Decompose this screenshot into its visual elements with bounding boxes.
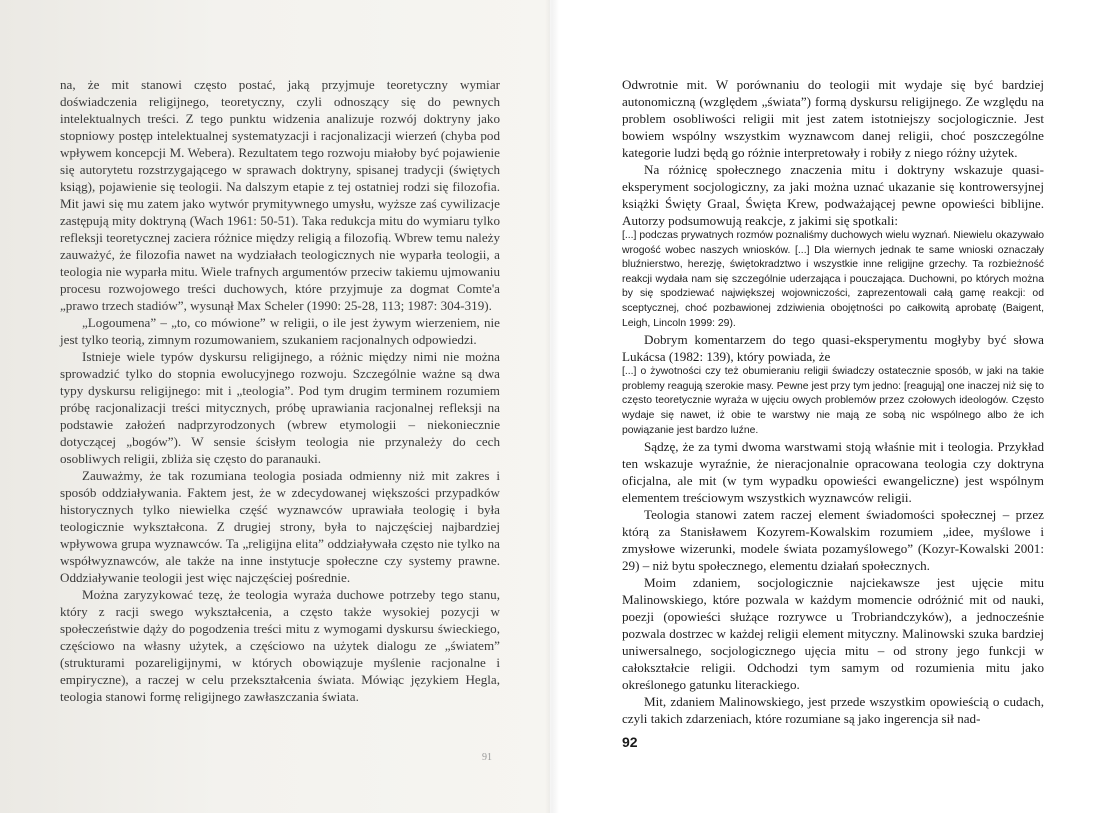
block-quote-1: [...] podczas prywatnych rozmów poznaliśmy duchowych wielu wyznań. Niewielu okazywało wrogość wobec naszych wniosków. [...] Dla wiernych jednak te same wnioski oznaczały bluźnierstwo, herezję, świętokradztwo i wszystkie inne religijne grzechy. Ta rozbieżność reakcji wydała nam się szczególnie uderzająca i pouczająca. Duchowni, po których można by się spodziewać największej wojowniczości, zaprezentowali całą gamę reakcji: od sceptycznej, choć pozbawionej zdziwienia obojętności po całkowitą aprobatę (Baigent, Leigh, Lincoln 1999: 29).	[622, 230, 1044, 329]
left-page-text	[60, 76, 500, 705]
right-page-number: 92	[622, 734, 638, 750]
left-paragraph-4: Zauważmy, że tak rozumiana teologia posiada odmienny niż mit zakres i sposób oddziaływania. Faktem jest, że w zdecydowanej większości przypadków historycznych tylko niewielka część wyznawców uprawiała teologię i była teologicznie wykształcona. Z drugiej strony, była to najczęściej najbardziej wpływowa grupa wyznawców. Ta „religijna elita” oddziaływała często nie tylko na współwyznawców, ale także na inne instytucje społeczne czy systemy prawne. Oddziaływanie teologii jest więc najczęściej pośrednie.	[60, 468, 500, 585]
right-paragraph-5: Teologia stanowi zatem raczej element świadomości społecznej – przez którą za Stanisławem Kozyrem-Kowalskim rozumiem „idee, myślowe i zmysłowe wizerunki, modele świata pozamyślowego” (Kozyr-Kowalski 2001: 29) – niż bytu społecznego, elementu działań społecznych.	[622, 507, 1044, 574]
left-paragraph-5: Można zaryzykować tezę, że teologia wyraża duchowe potrzeby tego stanu, który z racji swego wykształcenia, a często także wysokiej pozycji w społeczeństwie dąży do pogodzenia treści mitu z wymogami dyskursu świeckiego, częściowo na własny użytek, a częściowo na użytek dialogu ze „światem” (strukturami pozareligijnymi, w których obowiązuje myślenie racjonalne i empiryczne), a raczej w celu przekształcenia świata. Mówiąc językiem Hegla, teologia stanowi formę religijnego zawłaszczania świata.	[60, 587, 500, 704]
left-paragraph-3: Istnieje wiele typów dyskursu religijnego, a różnic między nimi nie można sprowadzić tylko do stopnia ewolucyjnego rozwoju. Szczególnie ważne są dwa typy dyskursu religijnego: mit i „teologia”. Pod tym drugim terminem rozumiem próbę racjonalizacji treści mitycznych, próbę uprawiania racjonalnej refleksji na podstawie założeń nadprzyrodzonych (wbrew etymologii – niekoniecznie dotyczącej „bogów”). W sensie ścisłym teologia nie przynależy do cech osobliwych religii, zbliża się często do paranauki.	[60, 349, 500, 466]
book-gutter	[545, 0, 559, 813]
left-paragraph-1: na, że mit stanowi często postać, jaką przyjmuje teoretyczny wymiar doświadczenia religijnego, teoretyczny, czyli odnoszący się do pewnych intelektualnych treści. Z tego punktu widzenia analizuje rozwój doktryny jako stopniowy postęp intelektualnej systematyzacji i racjonalizacji wierzeń (chyba pod wpływem koncepcji M. Webera). Rezultatem tego rozwoju miałoby być pojawienie się autorytetu rozstrzygającego w sprawach doktryny, spisanej tradycji (świętych ksiąg), pojawienie się teologii. Na dalszym etapie z tej ostatniej rodzi się filozofia. Mit jawi się mu zatem jako wytwór prymitywnego umysłu, wyższe zaś cywilizacje zastępują mity doktryną (Wach 1961: 50-51). Taka redukcja mitu do wymiaru tylko refleksji teoretycznej zaciera różnice między religią a filozofią. Wbrew temu należy zauważyć, że filozofia nawet na wydziałach teologicznych nie wyparła teologii, a teologia nie wyparła mitu. Wiele trafnych argumentów przeciw takiemu ujmowaniu procesu rozwojowego treści duchowych, które przyjmuje za dogmat Comte'a „prawo trzech stadiów”, wysunął Max Scheler (1990: 25-28, 113; 1987: 304-319).	[60, 77, 500, 313]
right-paragraph-1: Odwrotnie mit. W porównaniu do teologii mit wydaje się być bardziej autonomiczną (względem „świata”) formą dyskursu religijnego. Ze względu na problem osobliwości religii mit jest zatem istotniejszy socjologicznie. Jest bowiem wspólny wszystkim wyznawcom danej religii, choć poszczególne kategorie ludzi będą go różnie interpretowały i robiły z niego różny użytek.	[622, 77, 1044, 160]
block-quote-2: [...] o żywotności czy też obumieraniu religii świadczy ostatecznie sposób, w jaki na takie problemy reagują szerokie masy. Pewne jest przy tym jedno: [reagują] one inaczej niż się to często teoretycznie wyraża w ujęciu owych problemów przez czołowych ideologów. Często wydaje się nawet, iż obie te warstwy nie mają ze sobą nic wspólnego albo że ich powiązanie jest bardzo luźne.	[622, 366, 1044, 436]
right-paragraph-4: Sądzę, że za tymi dwoma warstwami stoją właśnie mit i teologia. Przykład ten wskazuje wyraźnie, że nieracjonalnie opracowana teologia czy doktryna oficjalna, ale mit (w tym wypadku opowieści ewangeliczne) jest wspólnym elementem treściowym wszystkich wyznawców religii.	[622, 439, 1044, 506]
left-page-number: 91	[482, 752, 492, 763]
right-page-text	[622, 76, 1044, 727]
right-paragraph-7: Mit, zdaniem Malinowskiego, jest przede wszystkim opowieścią o cudach, czyli takich zdarzeniach, które rozumiane są jako ingerencja sił nad-	[622, 694, 1044, 727]
right-paragraph-2: Na różnicę społecznego znaczenia mitu i doktryny wskazuje quasi-eksperyment socjologiczny, za jaki można uznać ukazanie się kontrowersyjnej książki Święty Graal, Święta Krew, podważającej pewne opowieści biblijne. Autorzy podsumowują reakcje, z jakimi się spotkali:	[622, 162, 1044, 228]
right-paragraph-6: Moim zdaniem, socjologicznie najciekawsze jest ujęcie mitu Malinowskiego, które pozwala w każdym momencie odróżnić mit od nauki, poezji (opowieści służące rozrywce u Trobriandczyków), a jednocześnie pozwala dostrzec w każdej religii element mityczny. Malinowski szuka bardziej uniwersalnego, socjologicznego ujęcia mitu – od strony jego funkcji w całokształcie religii. Odchodzi tym samym od rozumienia mitu jako określonego gatunku literackiego.	[622, 575, 1044, 693]
right-paragraph-3: Dobrym komentarzem do tego quasi-eksperymentu mogłyby być słowa Lukácsa (1982: 139), który powiada, że	[622, 332, 1044, 365]
left-paragraph-2: „Logoumena” – „to, co mówione” w religii, o ile jest żywym wierzeniem, nie jest tylko teorią, zimnym rozumowaniem, szukaniem racjonalnych odpowiedzi.	[60, 315, 500, 347]
